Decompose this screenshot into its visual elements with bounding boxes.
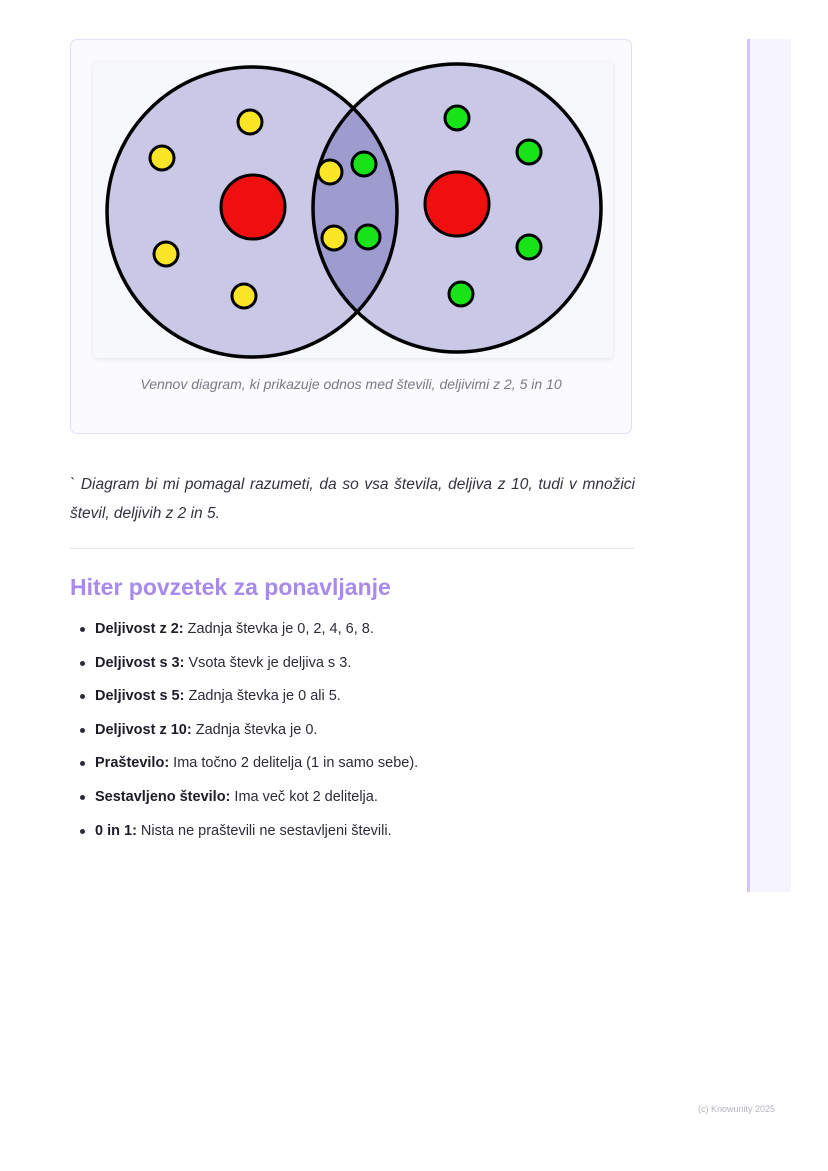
green-dot: [356, 225, 380, 249]
yellow-dot: [322, 226, 346, 250]
summary-text: Vsota števk je deljiva s 3.: [184, 654, 352, 671]
summary-term: 0 in 1:: [95, 822, 137, 839]
summary-item: [95, 719, 655, 753]
figure-caption: Vennov diagram, ki prikazuje odnos med števili, deljivimi z 2, 5 in 10: [140, 376, 562, 392]
summary-item: [95, 618, 655, 652]
diagram-note: ` Diagram bi mi pomagal razumeti, da so vsa števila, deljiva z 10, tudi v množici števil, deljivih z 2 in 5.: [70, 476, 635, 522]
green-dot: [352, 152, 376, 176]
summary-item: [95, 685, 655, 719]
venn-diagram: [71, 40, 635, 380]
copyright-footer: (c) Knowunity 2025: [697, 1104, 775, 1114]
summary-term: Deljivost s 3:: [95, 654, 185, 671]
summary-term: Sestavljeno število:: [95, 788, 231, 805]
summary-item: [95, 786, 655, 820]
figure-card: [70, 39, 632, 434]
center-dot: [425, 172, 489, 236]
venn-diagram-image: [93, 62, 613, 358]
summary-term: Deljivost s 5:: [95, 688, 185, 705]
yellow-dot: [238, 110, 262, 134]
green-dot: [517, 140, 541, 164]
summary-item: [95, 820, 655, 854]
summary-list: [70, 618, 655, 853]
summary-item: [95, 752, 655, 786]
summary-term: Praštevilo:: [95, 755, 170, 772]
summary-item: [95, 652, 655, 686]
yellow-dot: [154, 242, 178, 266]
summary-text: Zadnja števka je 0.: [191, 721, 318, 738]
summary-text: Zadnja števka je 0 ali 5.: [184, 688, 341, 705]
summary-text: Ima točno 2 delitelja (1 in samo sebe).: [169, 755, 419, 772]
summary-term: Deljivost z 10:: [95, 721, 192, 738]
summary-text: Ima več kot 2 delitelja.: [230, 788, 378, 805]
summary-text: Nista ne praštevili ne sestavljeni števili.: [136, 822, 392, 839]
green-dot: [449, 282, 473, 306]
section-divider: [70, 548, 634, 549]
yellow-dot: [318, 160, 342, 184]
center-dot: [221, 175, 285, 239]
yellow-dot: [150, 146, 174, 170]
green-dot: [445, 106, 469, 130]
side-panel: [747, 39, 791, 892]
summary-text: Zadnja števka je 0, 2, 4, 6, 8.: [183, 621, 374, 637]
green-dot: [517, 235, 541, 259]
summary-term: Deljivost z 2:: [95, 621, 184, 637]
yellow-dot: [232, 284, 256, 308]
section-title: Hiter povzetek za ponavljanje: [70, 574, 391, 600]
